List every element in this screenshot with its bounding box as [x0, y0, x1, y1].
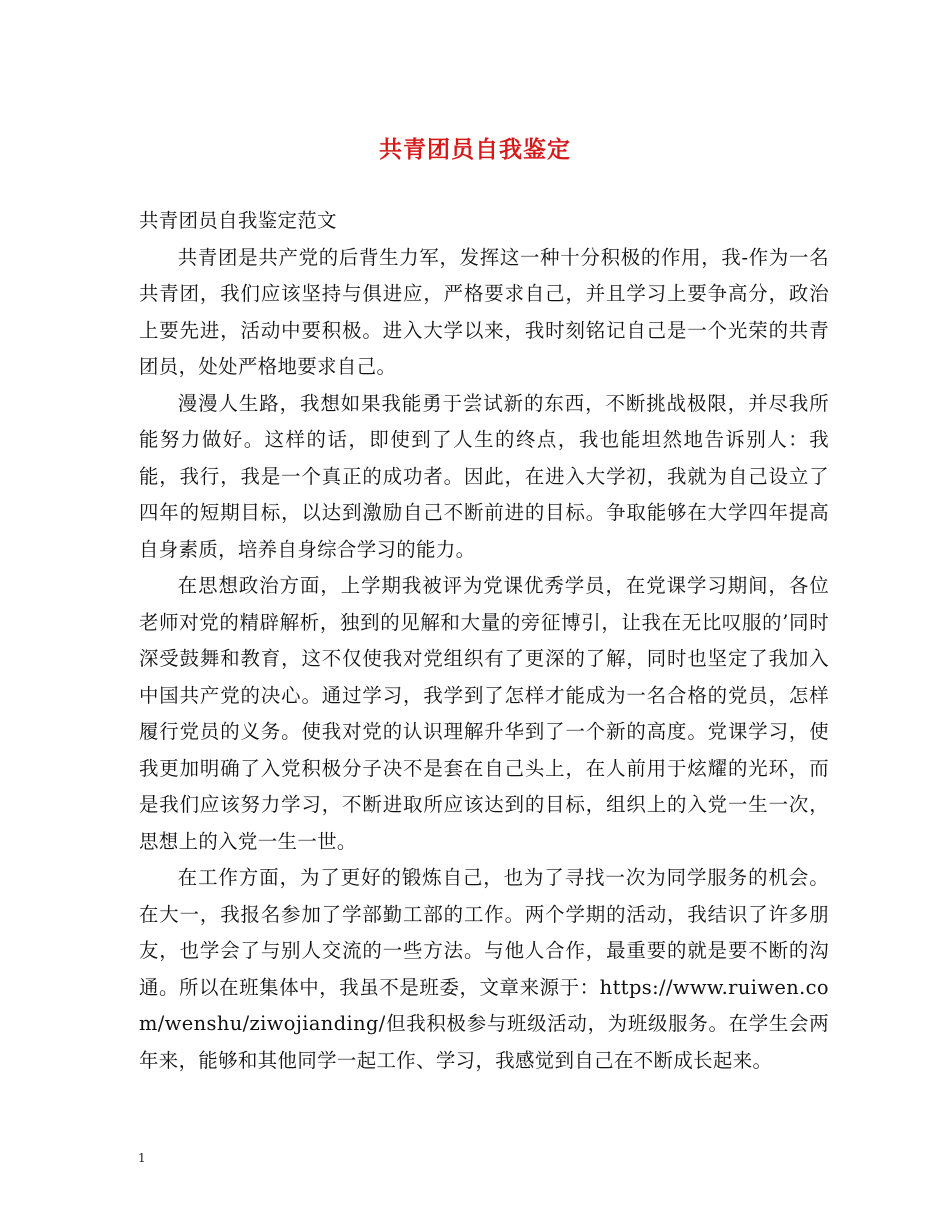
page-number: 1 [138, 1151, 146, 1165]
page-title: 共青团员自我鉴定 [379, 136, 571, 163]
paragraph: 在思想政治方面，上学期我被评为党课优秀学员，在党课学习期间，各位老师对党的精辟解析，独到的见解和大量的旁征博引，让我在无比叹服的’同时深受鼓舞和教育，这不仅使我对党组织有了更深的了解，同时也坚定了我加入中国共产党的决心。通过学习，我学到了怎样才能成为一名合格的党员，怎样履行党员的义务。使我对党的认识理解升华到了一个新的高度。党课学习，使我更加明确了入党积极分子决不是套在自己头上，在人前用于炫耀的光环，而是我们应该努力学习，不断进取所应该达到的目标，组织上的入党一生一次，思想上的入党一生一世。 [139, 574, 829, 853]
document-body [139, 203, 829, 1079]
paragraph: 漫漫人生路，我想如果我能勇于尝试新的东西，不断挑战极限，并尽我所能努力做好。这样的话，即使到了人生的终点，我也能坦然地告诉别人：我能，我行，我是一个真正的成功者。因此，在进入大学初，我就为自己设立了四年的短期目标，以达到激励自己不断前进的目标。争取能够在大学四年提高自身素质，培养自身综合学习的能力。 [139, 391, 829, 561]
document-subtitle: 共青团员自我鉴定范文 [139, 209, 337, 232]
paragraph: 在工作方面，为了更好的锻炼自己，也为了寻找一次为同学服务的机会。在大一，我报名参加了学部勤工部的工作。两个学期的活动，我结识了许多朋友，也学会了与别人交流的一些方法。与他人合作，最重要的就是要不断的沟通。所以在班集体中，我虽不是班委，文章来源于：https://www.ruiwen.com/wenshu/ziwojianding/但我积极参与班级活动，为班级服务。在学生会两年来，能够和其他同学一起工作、学习，我感觉到自己在不断成长起来。 [139, 866, 829, 1072]
paragraph: 共青团是共产党的后背生力军，发挥这一种十分积极的作用，我-作为一名共青团，我们应该坚持与俱进应，严格要求自己，并且学习上要争高分，政治上要先进，活动中要积极。进入大学以来，我时刻铭记自己是一个光荣的共青团员，处处严格地要求自己。 [139, 245, 829, 378]
